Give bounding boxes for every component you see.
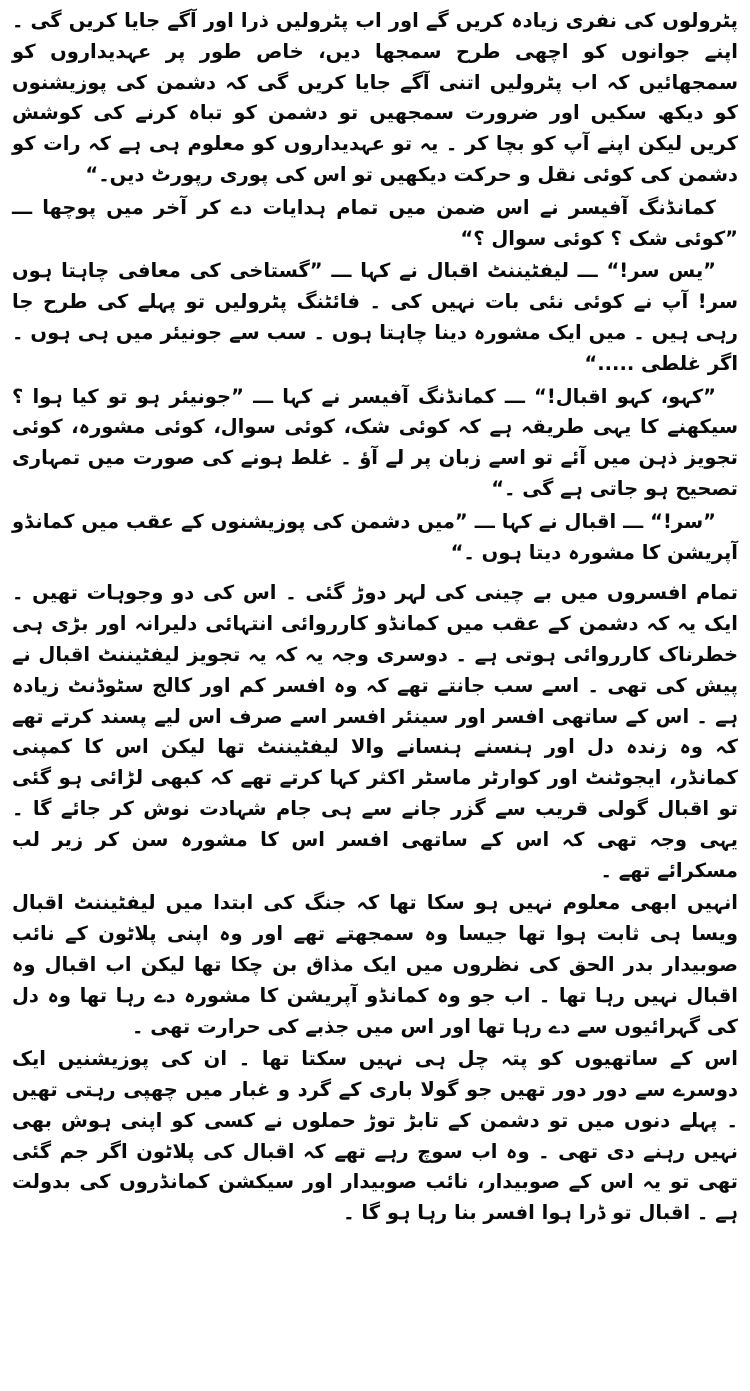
- paragraph-3: ”یس سر!“ ـــ لیفٹیننٹ اقبال نے کہا ـــ ”گستاخی کی معافی چاہتا ہوں سر! آپ نے کوئی نئی بات نہیں کی ۔ فائٹنگ پٹرولیں تو پہلے کی طرح جا رہی ہیں ۔ میں ایک مشورہ دینا چاہتا ہوں ۔ سب سے جونیئر میں ہی ہوں ۔ اگر غلطی .....“: [12, 259, 738, 375]
- urdu-text-page: [12, 6, 738, 1384]
- paragraph-2: کمانڈنگ آفیسر نے اس ضمن میں تمام ہدایات دے کر آخر میں پوچھا ـــ ”کوئی شک ؟ کوئی سوال ؟“: [12, 195, 738, 250]
- paragraph-6: تمام افسروں میں بے چینی کی لہر دوڑ گئی ۔ اس کی دو وجوہات تھیں ۔ ایک یہ کہ دشمن کے عقب میں کمانڈو کارروائی انتہائی دلیرانہ اور بڑی ہی خطرناک کارروائی ہوتی ہے ۔ دوسری وجہ یہ کہ یہ تجویز لیفٹیننٹ اقبال نے پیش کی تھی ۔ اسے سب جانتے تھے کہ وہ افسر کم اور کالج سٹوڈنٹ زیادہ ہے ۔ اس کے ساتھی افسر اور سینئر افسر اسے صرف اس لیے پسند کرتے تھے کہ وہ زندہ دل اور ہنسنے ہنسانے والا لیفٹیننٹ تھا لیکن اس کا کمپنی کمانڈر، ایجوٹنٹ اور کوارٹر ماسٹر اکثر کہا کرتے تھے کہ کبھی لڑائی ہو گئی تو اقبال گولی قریب سے گزر جانے سے ہی جام شہادت نوش کر جائے گا ۔ یہی وجہ تھی کہ اس کے ساتھی افسر اس کا مشورہ سن کر زیر لب مسکرائے تھے ۔: [12, 581, 738, 882]
- paragraph-8: اس کے ساتھیوں کو پتہ چل ہی نہیں سکتا تھا ۔ ان کی پوزیشنیں ایک دوسرے سے دور دور تھیں جو گولا باری کے گرد و غبار میں چھپی رہتی تھیں ۔ پہلے دنوں میں تو دشمن کے تابڑ توڑ حملوں نے کسی کو اپنی ہوش بھی نہیں رہنے دی تھی ۔ وہ اب سوچ رہے تھے کہ اقبال کی پلاٹون اگر جم گئی تھی تو یہ اس کے صوبیدار، نائب صوبیدار اور سیکشن کمانڈروں کی بدولت ہے ۔ اقبال تو ڈرا ہوا افسر بنا رہا ہو گا ۔: [12, 1047, 738, 1225]
- paragraph-7: انہیں ابھی معلوم نہیں ہو سکا تھا کہ جنگ کی ابتدا میں لیفٹیننٹ اقبال ویسا ہی ثابت ہوا تھا جیسا وہ سمجھتے تھے اور وہ اپنی پلاٹون کے نائب صوبیدار بدر الحق کی نظروں میں ایک مذاق بن چکا تھا لیکن اب اقبال وہ اقبال نہیں رہا تھا ۔ اب جو وہ کمانڈو آپریشن کا مشورہ دے رہا تھا وہ دل کی گہرائیوں سے دے رہا تھا اور اس میں جذبے کی حرارت تھی ۔: [12, 891, 738, 1038]
- paragraph-4: ”کہو، کہو اقبال!“ ـــ کمانڈنگ آفیسر نے کہا ـــ ”جونیئر ہو تو کیا ہوا ؟ سیکھنے کا یہی طریقہ ہے کہ کوئی شک، کوئی سوال، کوئی مشورہ، کوئی تجویز ذہن میں آئے تو اسے زبان پر لے آؤ ۔ غلط ہونے کی صورت میں تمہاری تصحیح ہو جاتی ہے گی ۔“: [12, 384, 738, 500]
- paragraph-5: ”سر!“ ـــ اقبال نے کہا ـــ ”میں دشمن کی پوزیشنوں کے عقب میں کمانڈو آپریشن کا مشورہ دیتا ہوں ۔“: [12, 509, 738, 564]
- paragraph-1: پٹرولوں کی نفری زیادہ کریں گے اور اب پٹرولیں ذرا اور آگے جایا کریں گی ۔ اپنے جوانوں کو اچھی طرح سمجھا دیں، خاص طور پر عہدیداروں کو سمجھائیں کہ اب پٹرولیں اتنی آگے جایا کریں گی کہ دشمن کی پوزیشنوں کو دیکھ سکیں اور ضرورت سمجھیں تو دشمن کو تباہ کرنے کی کوشش کریں لیکن اپنے آپ کو بچا کر ۔ یہ تو عہدیداروں کو معلوم ہی ہے کہ رات کو دشمن کی کوئی نقل و حرکت دیکھیں تو اس کی پوری رپورٹ دیں۔“: [12, 9, 738, 186]
